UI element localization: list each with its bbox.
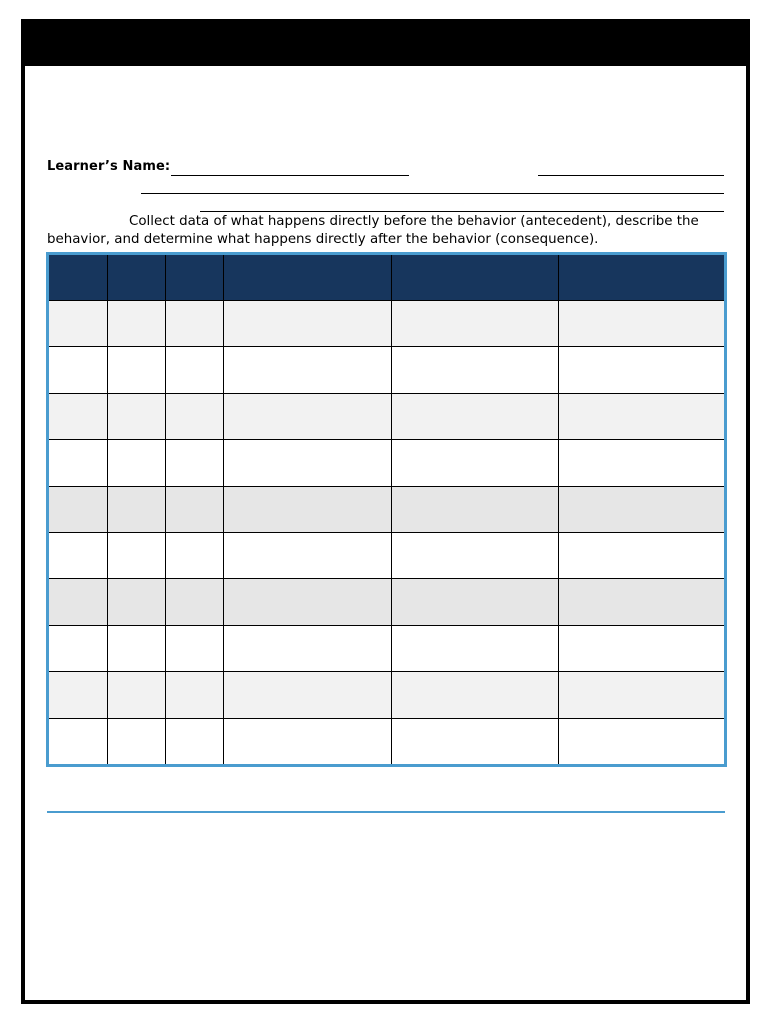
table-row bbox=[49, 486, 724, 532]
table-cell[interactable] bbox=[558, 718, 724, 764]
header-cell-4 bbox=[223, 255, 391, 301]
table-cell[interactable] bbox=[107, 486, 165, 532]
table-cell[interactable] bbox=[391, 718, 558, 764]
table-cell[interactable] bbox=[223, 718, 391, 764]
table-cell[interactable] bbox=[391, 486, 558, 532]
table-cell[interactable] bbox=[558, 486, 724, 532]
header-cell-2 bbox=[107, 255, 165, 301]
table-cell[interactable] bbox=[165, 301, 223, 347]
table-cell[interactable] bbox=[391, 625, 558, 671]
table-cell[interactable] bbox=[107, 625, 165, 671]
table-cell[interactable] bbox=[165, 347, 223, 393]
table-row bbox=[49, 347, 724, 393]
table-cell[interactable] bbox=[165, 718, 223, 764]
table-cell[interactable] bbox=[107, 301, 165, 347]
header-cell-3 bbox=[165, 255, 223, 301]
table-row bbox=[49, 393, 724, 439]
table-cell[interactable] bbox=[223, 347, 391, 393]
table-cell[interactable] bbox=[558, 672, 724, 718]
table-cell[interactable] bbox=[558, 625, 724, 671]
table-cell[interactable] bbox=[223, 486, 391, 532]
table-row bbox=[49, 579, 724, 625]
learner-name-label: Learner’s Name: bbox=[47, 159, 171, 174]
table-cell[interactable] bbox=[391, 532, 558, 578]
table-cell[interactable] bbox=[558, 532, 724, 578]
table-cell[interactable] bbox=[558, 393, 724, 439]
table-cell[interactable] bbox=[223, 393, 391, 439]
table-cell[interactable] bbox=[223, 579, 391, 625]
table-cell[interactable] bbox=[165, 672, 223, 718]
header-cell-6 bbox=[558, 255, 724, 301]
table-row bbox=[49, 440, 724, 486]
table-cell[interactable] bbox=[107, 532, 165, 578]
abc-data-table bbox=[46, 252, 727, 767]
learner-name-field[interactable] bbox=[171, 175, 409, 176]
table-cell[interactable] bbox=[391, 579, 558, 625]
table-cell[interactable] bbox=[391, 672, 558, 718]
header-cell-1 bbox=[49, 255, 107, 301]
table-cell[interactable] bbox=[165, 625, 223, 671]
table-cell[interactable] bbox=[49, 440, 107, 486]
table-cell[interactable] bbox=[107, 347, 165, 393]
table-cell[interactable] bbox=[49, 625, 107, 671]
date-field[interactable] bbox=[538, 175, 724, 176]
table-cell[interactable] bbox=[49, 486, 107, 532]
table-cell[interactable] bbox=[165, 579, 223, 625]
table-cell[interactable] bbox=[558, 440, 724, 486]
table-row bbox=[49, 301, 724, 347]
table-cell[interactable] bbox=[107, 718, 165, 764]
table-cell[interactable] bbox=[558, 579, 724, 625]
header-bar bbox=[21, 19, 750, 66]
table-cell[interactable] bbox=[391, 393, 558, 439]
info-field-3[interactable] bbox=[200, 211, 724, 212]
table-cell[interactable] bbox=[558, 301, 724, 347]
instructions-text: Collect data of what happens directly before the behavior (antecedent), describe the behavior, and determine what happens directly after the behavior (consequence). bbox=[47, 214, 699, 247]
table-cell[interactable] bbox=[391, 347, 558, 393]
table-cell[interactable] bbox=[49, 718, 107, 764]
table-cell[interactable] bbox=[49, 347, 107, 393]
table-cell[interactable] bbox=[49, 579, 107, 625]
table-row bbox=[49, 672, 724, 718]
table-cell[interactable] bbox=[165, 393, 223, 439]
table-cell[interactable] bbox=[107, 393, 165, 439]
table-row bbox=[49, 718, 724, 764]
table-cell[interactable] bbox=[391, 301, 558, 347]
table-cell[interactable] bbox=[49, 672, 107, 718]
info-field-2[interactable] bbox=[141, 193, 724, 194]
table-cell[interactable] bbox=[49, 393, 107, 439]
table-cell[interactable] bbox=[223, 672, 391, 718]
header-cell-5 bbox=[391, 255, 558, 301]
table-cell[interactable] bbox=[223, 440, 391, 486]
table-cell[interactable] bbox=[223, 625, 391, 671]
table-cell[interactable] bbox=[165, 486, 223, 532]
table-cell[interactable] bbox=[391, 440, 558, 486]
table-row bbox=[49, 625, 724, 671]
table-cell[interactable] bbox=[107, 440, 165, 486]
table-cell[interactable] bbox=[107, 672, 165, 718]
table-cell[interactable] bbox=[165, 532, 223, 578]
table-cell[interactable] bbox=[223, 532, 391, 578]
table-cell[interactable] bbox=[49, 532, 107, 578]
table-header-row bbox=[49, 255, 724, 301]
table-row bbox=[49, 532, 724, 578]
table-cell[interactable] bbox=[107, 579, 165, 625]
table-cell[interactable] bbox=[223, 301, 391, 347]
table-cell[interactable] bbox=[49, 301, 107, 347]
table-cell[interactable] bbox=[165, 440, 223, 486]
table-cell[interactable] bbox=[558, 347, 724, 393]
footer-rule bbox=[47, 811, 725, 813]
